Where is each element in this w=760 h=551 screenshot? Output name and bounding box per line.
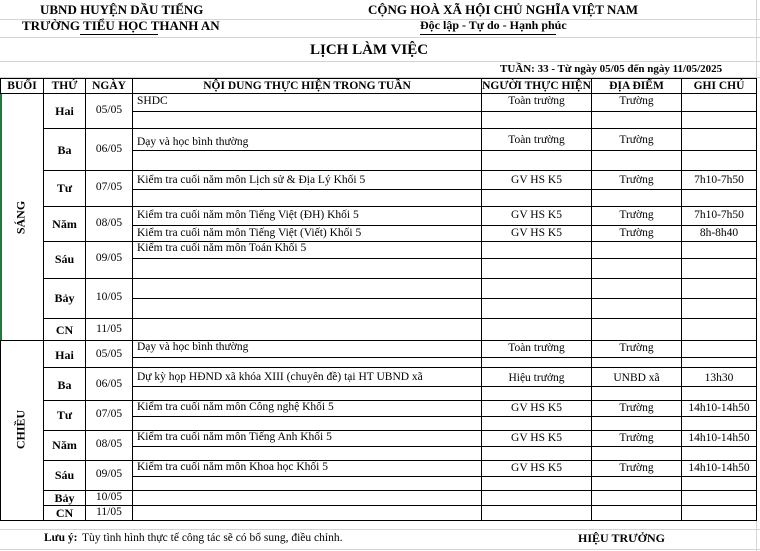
morning-task-person: GV HS K5: [511, 174, 562, 186]
morning-date-sau: 09/05: [95, 252, 123, 264]
morning-task-location: Trường: [619, 134, 654, 146]
morning-day-cn: CN: [55, 323, 74, 337]
morning-task-note: 7h10-7h50: [694, 209, 744, 221]
schedule-title: LỊCH LÀM VIỆC: [310, 42, 429, 58]
col-content: NỘI DUNG THỰC HIỆN TRONG TUẦN: [203, 80, 411, 92]
morning-task-note: 7h10-7h50: [694, 174, 744, 186]
morning-task-person: GV HS K5: [511, 209, 562, 221]
afternoon-task-person: Toàn trường: [508, 342, 565, 354]
footer-note-label: Lưu ý:: [44, 532, 78, 544]
afternoon-task-location: Trường: [619, 342, 654, 354]
afternoon-date-ba: 06/05: [95, 378, 123, 390]
afternoon-task-person: GV HS K5: [511, 462, 562, 474]
morning-task-note: 8h-8h40: [699, 227, 739, 239]
morning-task-person: GV HS K5: [511, 227, 562, 239]
nation-title: CỘNG HOÀ XÃ HỘI CHỦ NGHĨA VIỆT NAM: [368, 2, 639, 17]
afternoon-task-content: Dự kỳ họp HĐND xã khóa XIII (chuyên đề) tại HT UBND xã: [137, 371, 423, 383]
morning-day-sau: Sáu: [54, 252, 75, 266]
morning-task-content: Dạy và học bình thường: [137, 136, 249, 148]
afternoon-date-nam: 08/05: [95, 438, 123, 450]
afternoon-task-content: Dạy và học bình thường: [137, 341, 249, 353]
morning-task-location: Trường: [619, 227, 654, 239]
morning-date-tu: 07/05: [95, 181, 123, 193]
morning-task-content: Kiểm tra cuối năm môn Tiếng Việt (ĐH) Khối 5: [137, 209, 359, 221]
nation-motto: Độc lập - Tự do - Hạnh phúc: [420, 18, 567, 32]
afternoon-task-content: Kiểm tra cuối năm môn Tiếng Anh Khối 5: [137, 431, 332, 443]
morning-date-nam: 08/05: [95, 217, 123, 229]
school-name-underline: [80, 34, 158, 35]
afternoon-day-bay: Bảy: [54, 491, 75, 505]
morning-task-location: Trường: [619, 174, 654, 186]
morning-task-person: Toàn trường: [508, 95, 565, 107]
afternoon-date-cn: 11/05: [96, 506, 122, 518]
afternoon-date-sau: 09/05: [95, 468, 123, 480]
morning-task-person: Toàn trường: [508, 134, 565, 146]
afternoon-task-person: GV HS K5: [511, 402, 562, 414]
col-day: THỨ: [51, 80, 78, 92]
afternoon-day-sau: Sáu: [54, 468, 75, 482]
afternoon-day-tu: Tư: [56, 408, 73, 422]
footer-note-text: Tùy tình hình thực tế công tác sẽ có bổ sung, điều chỉnh.: [82, 532, 343, 544]
morning-task-location: Trường: [619, 95, 654, 107]
afternoon-date-bay: 10/05: [95, 491, 123, 503]
morning-task-content: Kiểm tra cuối năm môn Lịch sử & Địa Lý Khối 5: [137, 174, 366, 186]
week-info: TUẦN: 33 - Từ ngày 05/05 đến ngày 11/05/2025: [500, 63, 723, 75]
morning-task-content: Kiểm tra cuối năm môn Tiếng Việt (Viết) Khối 5: [137, 227, 362, 239]
afternoon-date-tu: 07/05: [95, 408, 123, 420]
session-afternoon-label: CHIỀU: [13, 409, 28, 450]
morning-day-bay: Bảy: [54, 291, 75, 305]
nation-motto-underline: [420, 34, 556, 35]
col-date: NGÀY: [92, 80, 126, 92]
col-person: NGƯỜI THỰC HIỆN: [482, 80, 591, 92]
morning-day-nam: Năm: [52, 217, 77, 231]
afternoon-day-nam: Năm: [52, 438, 77, 452]
morning-task-content: Kiểm tra cuối năm môn Toán Khối 5: [137, 242, 307, 254]
afternoon-task-note: 13h30: [704, 372, 734, 384]
afternoon-task-content: Kiểm tra cuối năm môn Công nghệ Khối 5: [137, 401, 334, 413]
district-name: UBND HUYỆN DẦU TIẾNG: [40, 2, 204, 17]
morning-date-bay: 10/05: [95, 291, 123, 303]
morning-task-location: Trường: [619, 209, 654, 221]
afternoon-task-note: 14h10-14h50: [688, 402, 750, 414]
afternoon-task-note: 14h10-14h50: [688, 432, 750, 444]
afternoon-task-person: Hiệu trưởng: [508, 372, 565, 384]
morning-day-ba: Ba: [57, 143, 72, 157]
afternoon-task-note: 14h10-14h50: [688, 462, 750, 474]
morning-date-cn: 11/05: [96, 323, 122, 335]
col-note: GHI CHÚ: [693, 80, 745, 92]
afternoon-date-hai: 05/05: [95, 348, 123, 360]
school-name: TRƯỜNG TIỂU HỌC THANH AN: [22, 18, 220, 33]
col-session: BUỔI: [7, 80, 37, 92]
afternoon-day-ba: Ba: [57, 378, 72, 392]
signature-title: HIỆU TRƯỞNG: [578, 531, 666, 545]
afternoon-task-person: GV HS K5: [511, 432, 562, 444]
afternoon-task-location: Trường: [619, 462, 654, 474]
afternoon-task-location: Trường: [619, 432, 654, 444]
col-location: ĐỊA ĐIỂM: [609, 80, 664, 92]
afternoon-task-content: Kiểm tra cuối năm môn Khoa học Khối 5: [137, 461, 328, 473]
session-morning-label: SÁNG: [13, 200, 28, 235]
afternoon-task-location: Trường: [619, 402, 654, 414]
morning-date-ba: 06/05: [95, 143, 123, 155]
morning-day-hai: Hai: [55, 104, 74, 118]
morning-task-content: SHDC: [137, 95, 168, 107]
afternoon-task-location: UNBD xã: [613, 372, 660, 384]
afternoon-day-cn: CN: [55, 506, 74, 520]
afternoon-day-hai: Hai: [55, 348, 74, 362]
morning-day-tu: Tư: [56, 181, 73, 195]
morning-date-hai: 05/05: [95, 104, 123, 116]
